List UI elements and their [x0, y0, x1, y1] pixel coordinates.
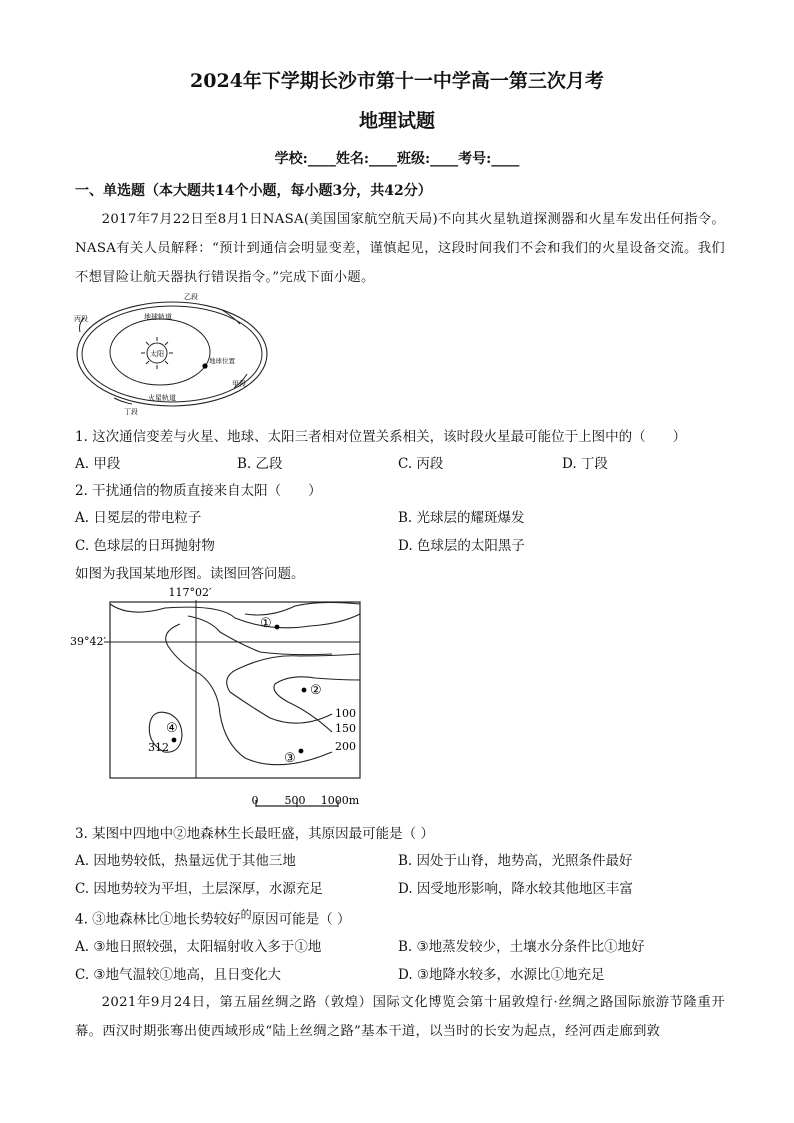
contour-200-label: 200: [335, 740, 356, 753]
q4-option-a[interactable]: A. ③地日照较强，太阳辐射收入多于①地: [75, 939, 322, 955]
segment-jia-label: 甲段: [232, 380, 246, 388]
exam-subtitle: 地理试题: [358, 110, 435, 132]
q1-option-c[interactable]: C. 丙段: [398, 456, 444, 472]
q2-option-d[interactable]: D. 色球层的太阳黑子: [398, 538, 525, 554]
q1-option-d[interactable]: D. 丁段: [562, 456, 608, 472]
scale-0-label: 0: [251, 794, 259, 807]
q4-stem-part-b: 原因可能是（ ）: [251, 911, 351, 928]
q1-option-a[interactable]: A. 甲段: [75, 456, 121, 472]
segment-bing-label: 丙段: [74, 315, 88, 323]
q2-option-c[interactable]: C. 色球层的日珥抛射物: [75, 538, 215, 554]
longitude-label: 117°02′: [168, 586, 212, 599]
question-3-stem: 3. 某图中四地中②地森林生长最旺盛，其原因最可能是（ ）: [75, 826, 434, 842]
q2-option-b[interactable]: B. 光球层的耀斑爆发: [398, 510, 525, 526]
mars-orbit-outer: [77, 302, 267, 406]
q3-option-a[interactable]: A. 因地势较低，热量远优于其他三地: [75, 853, 296, 869]
scale-1000-label: 1000m: [320, 794, 360, 807]
question-4-stem: [75, 906, 350, 928]
question-1-stem: 1. 这次通信变差与火星、地球、太阳三者相对位置关系相关，该时段火星最可能位于上图中的（ ）: [75, 429, 687, 445]
earth-position-label: 地球位置: [209, 357, 235, 365]
contour-100-label: 100: [335, 707, 356, 720]
mars-orbit-label: 火星轨道: [148, 394, 176, 402]
intro-passage-2: 如图为我国某地形图。读图回答问题。: [75, 566, 305, 582]
exam-title: 2024年下学期长沙市第十一中学高一第三次月考: [190, 70, 604, 92]
intro-passage-1: 2017年7月22日至8月1日NASA(美国国家航空航天局)不向其火星轨道探测器和火星车发出任何指令。NASA有关人员解释：“预计到通信会明显变差，谨慎起见，这段时间我们不会和我们的火星设备交流。我们不想冒险让航天器执行错误指令。”完成下面小题。: [75, 212, 725, 285]
intro-passage-3: 2021年9月24日，第五届丝绸之路（敦煌）国际文化博览会第十届敦煌行·丝绸之路国际旅游节隆重开幕。西汉时期张骞出使西域形成“陆上丝绸之路”基本干道，以当时的长安为起点，经河西走廊到敦: [75, 995, 725, 1039]
q4-stem-part-a: 4. ③地森林比①地长势较好: [75, 911, 241, 928]
elevation-312-label: 312: [148, 741, 169, 754]
segment-ding-label: 丁段: [124, 408, 138, 416]
student-info-line: 学校:____姓名:____班级:____考号:____: [274, 151, 520, 167]
q4-option-b[interactable]: B. ③地蒸发较少，土壤水分条件比①地好: [398, 939, 645, 955]
point-2-label: ②: [310, 683, 322, 698]
point-3-label: ③: [284, 751, 296, 766]
q3-option-d[interactable]: D. 因受地形影响，降水较其他地区丰富: [398, 881, 633, 897]
q3-option-b[interactable]: B. 因处于山脊，地势高，光照条件最好: [398, 853, 633, 869]
q4-option-c[interactable]: C. ③地气温较①地高，且日变化大: [75, 967, 282, 983]
point-4-label: ④: [166, 721, 178, 736]
q3-option-c[interactable]: C. 因地势较为平坦，土层深厚，水源充足: [75, 881, 323, 897]
earth-orbit-label: 地球轨道: [144, 313, 172, 321]
sun-label: 太阳: [150, 350, 164, 358]
contour-map: [70, 584, 370, 810]
q4-option-d[interactable]: D. ③地降水较多，水源比①地充足: [398, 967, 605, 983]
q1-option-b[interactable]: B. 乙段: [237, 456, 283, 472]
q2-option-a[interactable]: A. 日冕层的带电粒子: [75, 510, 202, 526]
contour-150-label: 150: [335, 722, 356, 735]
question-2-stem: 2. 干扰通信的物质直接来自太阳（ ）: [75, 483, 322, 499]
latitude-label: 39°42′: [70, 635, 106, 648]
q4-stem-superscript: 的: [240, 908, 252, 921]
orbit-diagram: [72, 290, 282, 418]
section-heading: 一、单选题（本大题共14个小题，每小题3分，共42分）: [75, 183, 432, 199]
scale-500-label: 500: [284, 794, 306, 807]
segment-yi-label: 乙段: [184, 293, 198, 301]
point-1-label: ①: [260, 616, 272, 631]
earth-dot: [202, 363, 207, 368]
